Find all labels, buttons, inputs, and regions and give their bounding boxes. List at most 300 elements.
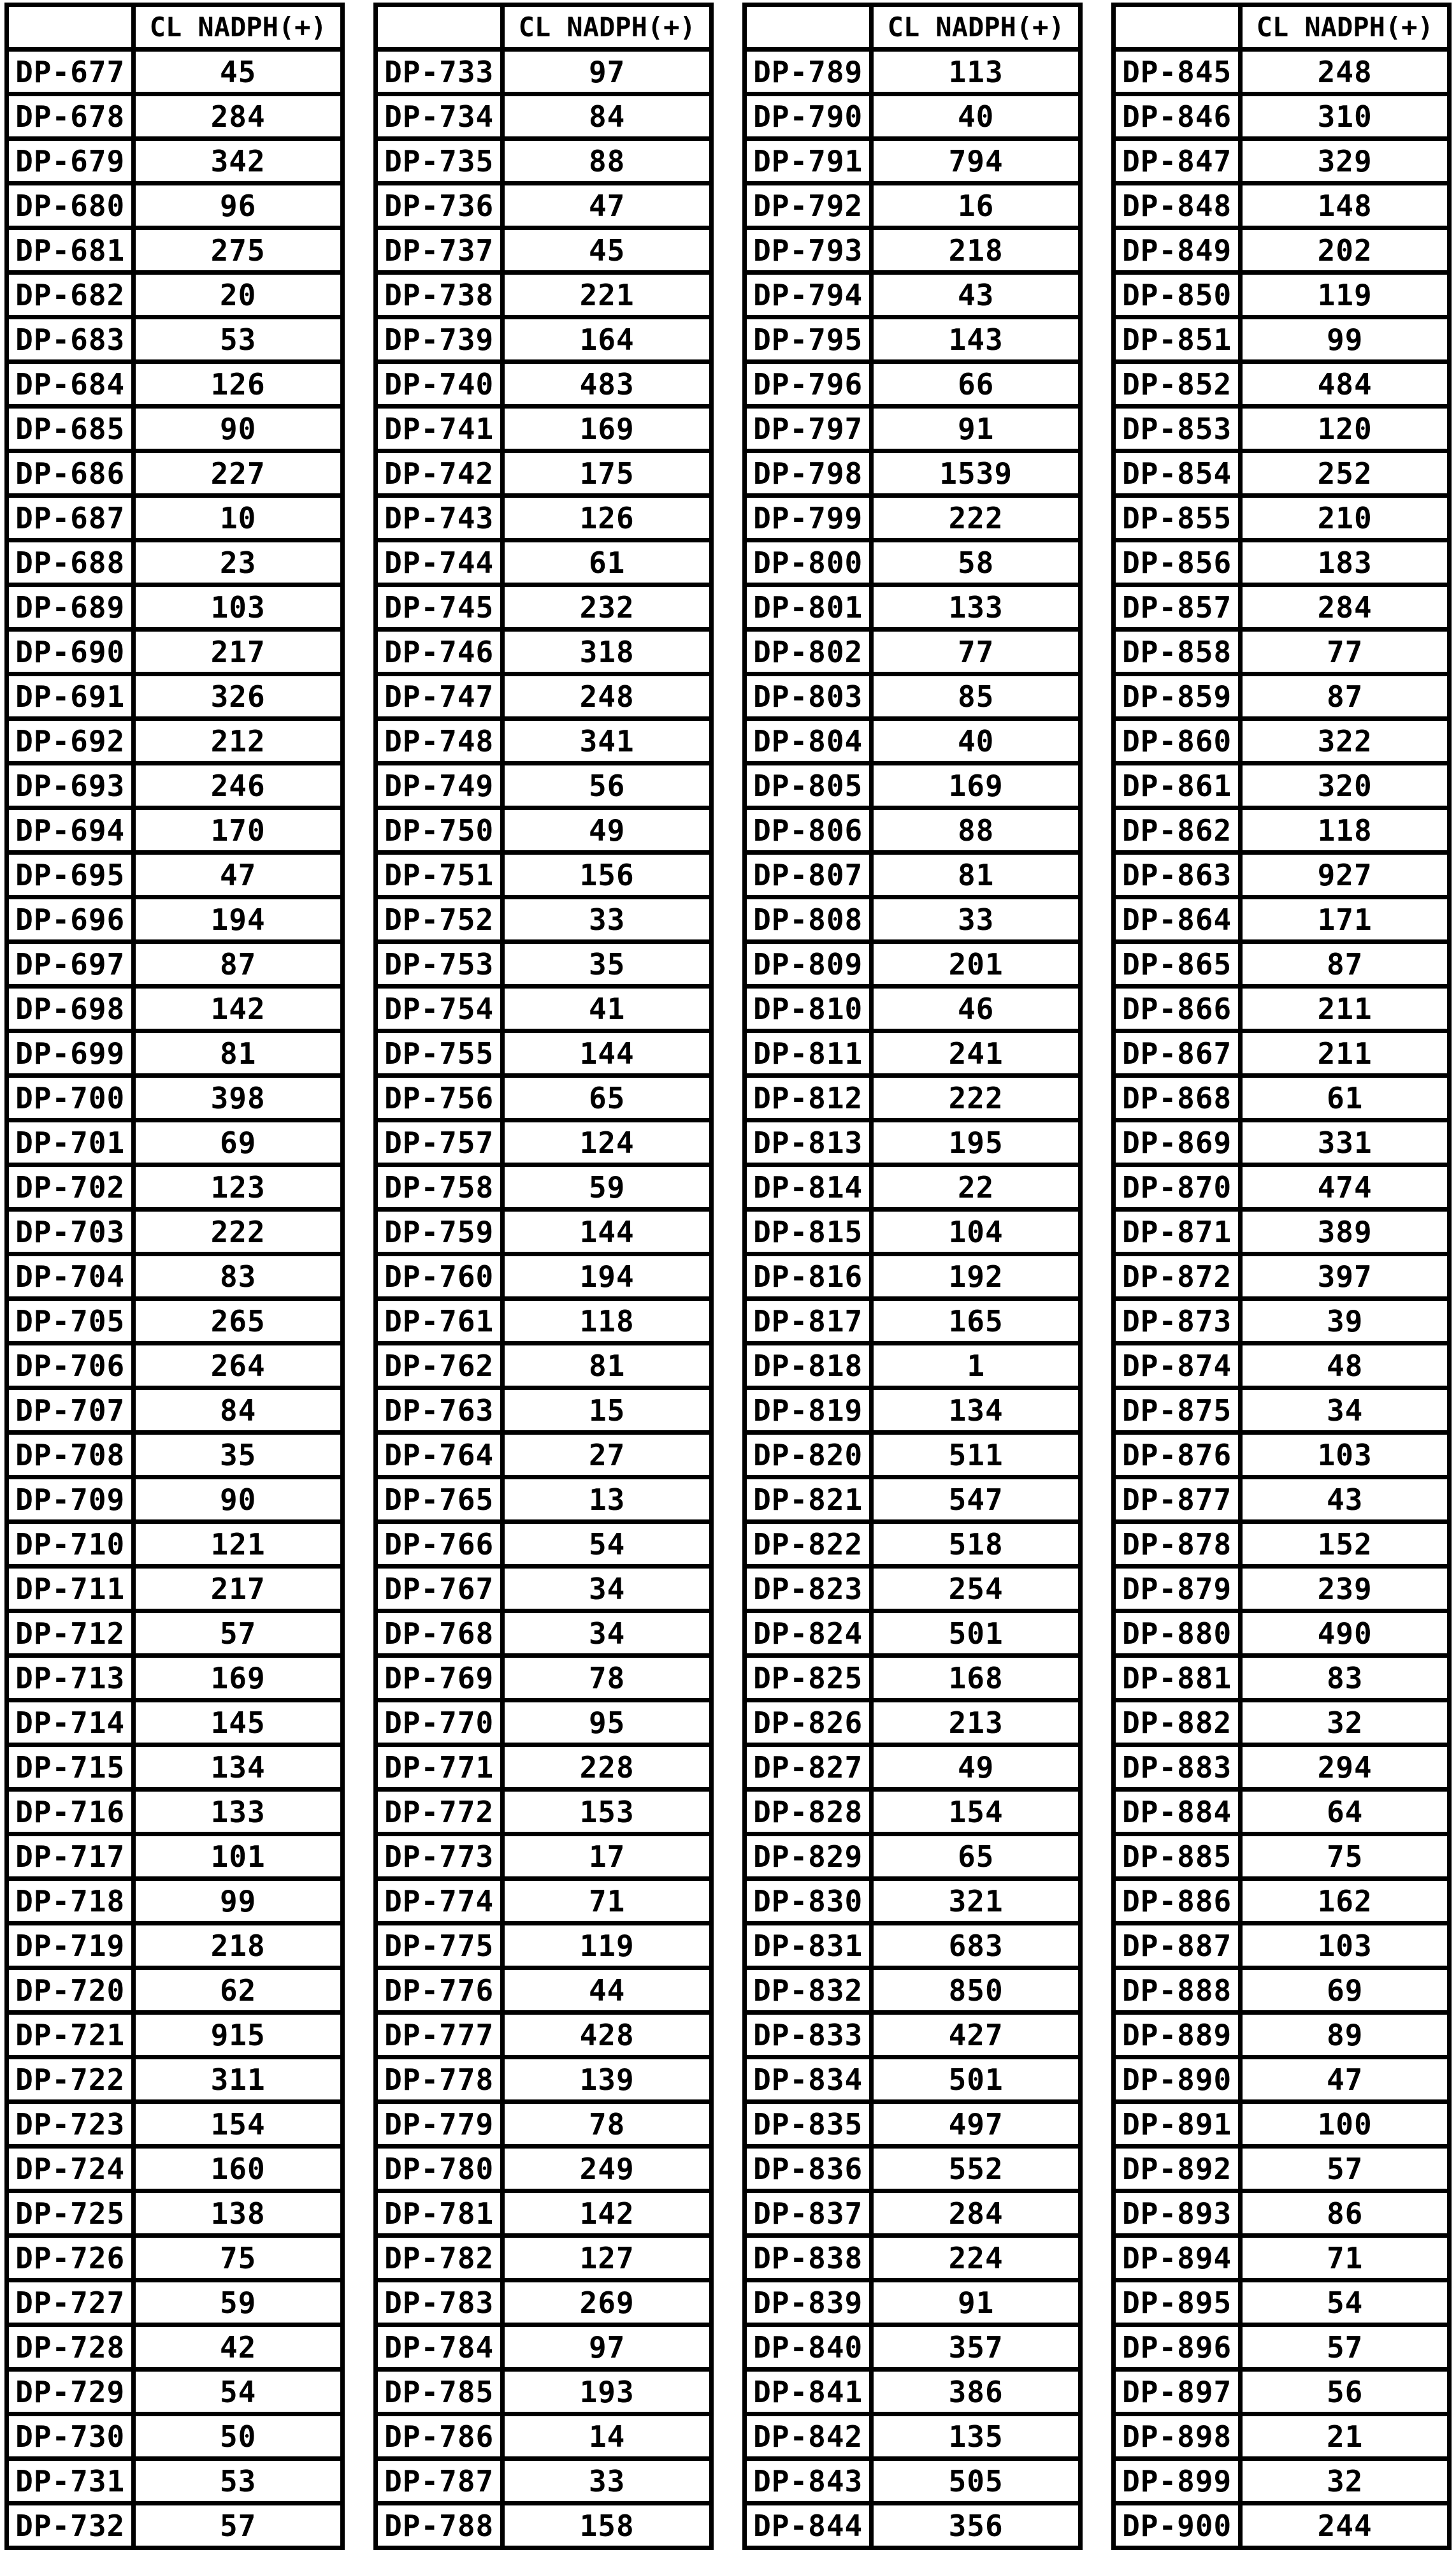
table-row — [376, 1968, 712, 2013]
cl-nadph-value-cell: 275 — [134, 228, 343, 273]
cl-nadph-value-cell: 264 — [134, 1344, 343, 1388]
cl-nadph-value-cell: 794 — [872, 139, 1081, 184]
sample-id-cell: DP-836 — [745, 2147, 872, 2191]
sample-id-cell: DP-786 — [376, 2414, 503, 2459]
table-row — [745, 1031, 1081, 1076]
table-row — [376, 184, 712, 228]
table-row — [745, 630, 1081, 674]
table-row — [745, 1924, 1081, 1968]
cl-nadph-value-cell: 269 — [503, 2280, 712, 2325]
cl-nadph-value-cell: 1539 — [872, 451, 1081, 496]
sample-id-cell: DP-715 — [7, 1745, 134, 1790]
sample-id-cell: DP-705 — [7, 1299, 134, 1344]
sample-id-cell: DP-769 — [376, 1656, 503, 1700]
cl-nadph-value-cell: 194 — [503, 1254, 712, 1299]
cl-nadph-value-cell: 331 — [1241, 1120, 1450, 1165]
cl-nadph-value-cell: 342 — [134, 139, 343, 184]
sample-id-cell: DP-759 — [376, 1210, 503, 1254]
cl-nadph-value-cell: 66 — [872, 362, 1081, 407]
cl-nadph-value-cell: 145 — [134, 1700, 343, 1745]
table-row — [1114, 630, 1450, 674]
sample-id-cell: DP-739 — [376, 317, 503, 362]
sample-id-cell: DP-682 — [7, 273, 134, 317]
cl-nadph-value-cell: 427 — [872, 2013, 1081, 2057]
table-row — [376, 987, 712, 1031]
cl-nadph-value-cell: 135 — [872, 2414, 1081, 2459]
cl-nadph-value-cell: 153 — [503, 1790, 712, 1834]
table-row — [745, 1522, 1081, 1567]
table-row — [1114, 585, 1450, 630]
sample-id-cell: DP-777 — [376, 2013, 503, 2057]
sample-id-cell: DP-681 — [7, 228, 134, 273]
sample-id-cell: DP-721 — [7, 2013, 134, 2057]
table-row — [1114, 451, 1450, 496]
cl-nadph-value-cell: 50 — [134, 2414, 343, 2459]
cl-nadph-value-cell: 33 — [872, 897, 1081, 942]
cl-nadph-value-cell: 75 — [1241, 1834, 1450, 1879]
cl-nadph-value-cell: 224 — [872, 2236, 1081, 2280]
sample-id-cell: DP-752 — [376, 897, 503, 942]
sample-id-cell: DP-778 — [376, 2057, 503, 2102]
cl-nadph-value-cell: 138 — [134, 2191, 343, 2236]
table-row — [1114, 407, 1450, 451]
sample-id-cell: DP-826 — [745, 1700, 872, 1745]
sample-id-cell: DP-680 — [7, 184, 134, 228]
table-row — [1114, 317, 1450, 362]
cl-nadph-value-cell: 252 — [1241, 451, 1450, 496]
table-row — [376, 1522, 712, 1567]
sample-id-cell: DP-731 — [7, 2459, 134, 2504]
sample-id-cell: DP-861 — [1114, 764, 1241, 808]
table-row — [7, 317, 343, 362]
cl-nadph-value-cell: 33 — [503, 897, 712, 942]
cl-nadph-value-cell: 14 — [503, 2414, 712, 2459]
sample-id-cell: DP-698 — [7, 987, 134, 1031]
table-row — [7, 1210, 343, 1254]
cl-nadph-value-cell: 244 — [1241, 2504, 1450, 2548]
table-row — [745, 540, 1081, 585]
table-row — [376, 317, 712, 362]
cl-nadph-value-cell: 552 — [872, 2147, 1081, 2191]
cl-nadph-value-cell: 169 — [134, 1656, 343, 1700]
sample-id-cell: DP-757 — [376, 1120, 503, 1165]
assay-table-4 — [1111, 3, 1452, 2550]
table-row — [376, 942, 712, 987]
cl-nadph-value-cell: 134 — [872, 1388, 1081, 1433]
cl-nadph-value-cell: 21 — [1241, 2414, 1450, 2459]
sample-id-cell: DP-748 — [376, 719, 503, 764]
cl-nadph-value-cell: 62 — [134, 1968, 343, 2013]
table-row — [7, 1299, 343, 1344]
sample-id-cell: DP-678 — [7, 94, 134, 139]
cl-nadph-value-cell: 193 — [503, 2370, 712, 2414]
cl-nadph-value-cell: 103 — [1241, 1433, 1450, 1477]
sample-id-cell: DP-793 — [745, 228, 872, 273]
table-row — [7, 1745, 343, 1790]
sample-id-cell: DP-854 — [1114, 451, 1241, 496]
table-row — [1114, 942, 1450, 987]
cl-nadph-value-cell: 218 — [134, 1924, 343, 1968]
table-row — [376, 2236, 712, 2280]
sample-id-cell: DP-829 — [745, 1834, 872, 1879]
table-row — [376, 1344, 712, 1388]
cl-nadph-value-cell: 320 — [1241, 764, 1450, 808]
sample-id-cell: DP-815 — [745, 1210, 872, 1254]
cl-nadph-value-cell: 81 — [134, 1031, 343, 1076]
table-row — [7, 719, 343, 764]
cl-nadph-value-cell: 23 — [134, 540, 343, 585]
sample-id-cell: DP-695 — [7, 853, 134, 897]
cl-nadph-value-cell: 84 — [503, 94, 712, 139]
sample-id-cell: DP-751 — [376, 853, 503, 897]
sample-id-cell: DP-834 — [745, 2057, 872, 2102]
cl-nadph-value-cell: 119 — [1241, 273, 1450, 317]
table-row — [7, 50, 343, 94]
table-row — [7, 94, 343, 139]
table-row — [1114, 1968, 1450, 2013]
sample-id-cell: DP-797 — [745, 407, 872, 451]
sample-id-cell: DP-775 — [376, 1924, 503, 1968]
cl-nadph-value-cell: 202 — [1241, 228, 1450, 273]
sample-id-cell: DP-868 — [1114, 1076, 1241, 1120]
table-row — [1114, 1700, 1450, 1745]
sample-id-cell: DP-691 — [7, 674, 134, 719]
cl-nadph-value-cell: 126 — [134, 362, 343, 407]
sample-id-cell: DP-761 — [376, 1299, 503, 1344]
sample-id-cell: DP-795 — [745, 317, 872, 362]
table-row — [1114, 987, 1450, 1031]
table-row — [745, 585, 1081, 630]
sample-id-cell: DP-875 — [1114, 1388, 1241, 1433]
sample-id-cell: DP-814 — [745, 1165, 872, 1210]
cl-nadph-value-cell: 64 — [1241, 1790, 1450, 1834]
table-row — [1114, 1299, 1450, 1344]
table-row — [376, 2013, 712, 2057]
sample-id-cell: DP-848 — [1114, 184, 1241, 228]
table-row — [376, 1210, 712, 1254]
cl-nadph-value-cell: 54 — [503, 1522, 712, 1567]
sample-id-cell: DP-764 — [376, 1433, 503, 1477]
cl-nadph-value-cell: 118 — [1241, 808, 1450, 853]
table-row — [745, 139, 1081, 184]
table-row — [7, 2013, 343, 2057]
sample-id-cell: DP-744 — [376, 540, 503, 585]
sample-id-cell: DP-737 — [376, 228, 503, 273]
table-row — [745, 1299, 1081, 1344]
sample-id-cell: DP-887 — [1114, 1924, 1241, 1968]
table-row — [376, 1299, 712, 1344]
table-row — [376, 1477, 712, 1522]
table-row — [1114, 764, 1450, 808]
table-row — [7, 2414, 343, 2459]
cl-nadph-value-cell: 490 — [1241, 1611, 1450, 1656]
sample-id-cell: DP-699 — [7, 1031, 134, 1076]
assay-table-3 — [742, 3, 1083, 2550]
cl-nadph-value-cell: 54 — [134, 2370, 343, 2414]
cl-nadph-value-cell: 294 — [1241, 1745, 1450, 1790]
sample-id-cell: DP-693 — [7, 764, 134, 808]
table-row — [7, 942, 343, 987]
cl-nadph-value-cell: 249 — [503, 2147, 712, 2191]
cl-nadph-value-cell: 123 — [134, 1165, 343, 1210]
sample-id-cell: DP-886 — [1114, 1879, 1241, 1924]
empty-corner-cell — [1114, 5, 1241, 50]
table-row — [745, 1700, 1081, 1745]
table-row — [1114, 2280, 1450, 2325]
cl-nadph-value-cell: 248 — [1241, 50, 1450, 94]
cl-nadph-value-cell: 248 — [503, 674, 712, 719]
cl-nadph-value-cell: 318 — [503, 630, 712, 674]
sample-id-cell: DP-863 — [1114, 853, 1241, 897]
cl-nadph-value-cell: 90 — [134, 407, 343, 451]
empty-corner-cell — [745, 5, 872, 50]
header-row — [376, 5, 712, 50]
table-row — [745, 451, 1081, 496]
sample-id-cell: DP-745 — [376, 585, 503, 630]
cl-nadph-value-cell: 99 — [1241, 317, 1450, 362]
table-row — [1114, 2459, 1450, 2504]
sample-id-cell: DP-711 — [7, 1567, 134, 1611]
cl-nadph-value-cell: 27 — [503, 1433, 712, 1477]
table-row — [745, 496, 1081, 540]
sample-id-cell: DP-772 — [376, 1790, 503, 1834]
table-row — [1114, 362, 1450, 407]
sample-id-cell: DP-880 — [1114, 1611, 1241, 1656]
table-row — [376, 1567, 712, 1611]
sample-id-cell: DP-773 — [376, 1834, 503, 1879]
sample-id-cell: DP-839 — [745, 2280, 872, 2325]
sample-id-cell: DP-843 — [745, 2459, 872, 2504]
sample-id-cell: DP-785 — [376, 2370, 503, 2414]
sample-id-cell: DP-810 — [745, 987, 872, 1031]
sample-id-cell: DP-683 — [7, 317, 134, 362]
cl-nadph-value-cell: 71 — [1241, 2236, 1450, 2280]
cl-nadph-value-cell: 77 — [1241, 630, 1450, 674]
sample-id-cell: DP-849 — [1114, 228, 1241, 273]
table-row — [376, 719, 712, 764]
cl-nadph-value-cell: 927 — [1241, 853, 1450, 897]
table-row — [7, 2236, 343, 2280]
table-row — [745, 184, 1081, 228]
table-row — [7, 853, 343, 897]
cl-nadph-value-cell: 547 — [872, 1477, 1081, 1522]
sample-id-cell: DP-726 — [7, 2236, 134, 2280]
sample-id-cell: DP-794 — [745, 273, 872, 317]
table-row — [7, 1968, 343, 2013]
sample-id-cell: DP-801 — [745, 585, 872, 630]
cl-nadph-value-cell: 47 — [134, 853, 343, 897]
sample-id-cell: DP-703 — [7, 1210, 134, 1254]
sample-id-cell: DP-857 — [1114, 585, 1241, 630]
cl-nadph-value-cell: 48 — [1241, 1344, 1450, 1388]
sample-id-cell: DP-840 — [745, 2325, 872, 2370]
cl-nadph-value-cell: 10 — [134, 496, 343, 540]
sample-id-cell: DP-811 — [745, 1031, 872, 1076]
cl-nadph-value-cell: 34 — [503, 1611, 712, 1656]
sample-id-cell: DP-700 — [7, 1076, 134, 1120]
sample-id-cell: DP-833 — [745, 2013, 872, 2057]
sample-id-cell: DP-790 — [745, 94, 872, 139]
sample-id-cell: DP-802 — [745, 630, 872, 674]
table-row — [7, 1924, 343, 1968]
table-row — [376, 2191, 712, 2236]
table-row — [7, 1433, 343, 1477]
table-row — [1114, 1745, 1450, 1790]
table-row — [745, 942, 1081, 987]
sample-id-cell: DP-776 — [376, 1968, 503, 2013]
table-row — [376, 1433, 712, 1477]
cl-nadph-value-cell: 158 — [503, 2504, 712, 2548]
sample-id-cell: DP-828 — [745, 1790, 872, 1834]
sample-id-cell: DP-792 — [745, 184, 872, 228]
empty-corner-cell — [7, 5, 134, 50]
cl-nadph-value-cell: 228 — [503, 1745, 712, 1790]
cl-nadph-column-header: CL NADPH(+) — [134, 5, 343, 50]
cl-nadph-value-cell: 212 — [134, 719, 343, 764]
table-row — [745, 1834, 1081, 1879]
cl-nadph-value-cell: 45 — [134, 50, 343, 94]
table-row — [1114, 1165, 1450, 1210]
table-row — [745, 1254, 1081, 1299]
sample-id-cell: DP-770 — [376, 1700, 503, 1745]
sample-id-cell: DP-686 — [7, 451, 134, 496]
table-row — [745, 1477, 1081, 1522]
cl-nadph-value-cell: 329 — [1241, 139, 1450, 184]
cl-nadph-value-cell: 39 — [1241, 1299, 1450, 1344]
sample-id-cell: DP-717 — [7, 1834, 134, 1879]
cl-nadph-value-cell: 160 — [134, 2147, 343, 2191]
sample-id-cell: DP-867 — [1114, 1031, 1241, 1076]
cl-nadph-value-cell: 357 — [872, 2325, 1081, 2370]
cl-nadph-value-cell: 133 — [872, 585, 1081, 630]
cl-nadph-value-cell: 113 — [872, 50, 1081, 94]
empty-corner-cell — [376, 5, 503, 50]
table-row — [376, 1834, 712, 1879]
table-row — [1114, 719, 1450, 764]
cl-nadph-value-cell: 284 — [1241, 585, 1450, 630]
sample-id-cell: DP-825 — [745, 1656, 872, 1700]
cl-nadph-value-cell: 126 — [503, 496, 712, 540]
cl-nadph-value-cell: 103 — [134, 585, 343, 630]
cl-nadph-value-cell: 95 — [503, 1700, 712, 1745]
cl-nadph-value-cell: 284 — [872, 2191, 1081, 2236]
cl-nadph-value-cell: 32 — [1241, 1700, 1450, 1745]
cl-nadph-value-cell: 142 — [503, 2191, 712, 2236]
cl-nadph-value-cell: 165 — [872, 1299, 1081, 1344]
sample-id-cell: DP-722 — [7, 2057, 134, 2102]
cl-nadph-value-cell: 104 — [872, 1210, 1081, 1254]
cl-nadph-value-cell: 90 — [134, 1477, 343, 1522]
cl-nadph-value-cell: 45 — [503, 228, 712, 273]
table-row — [1114, 1611, 1450, 1656]
sample-id-cell: DP-850 — [1114, 273, 1241, 317]
cl-nadph-value-cell: 41 — [503, 987, 712, 1031]
cl-nadph-value-cell: 84 — [134, 1388, 343, 1433]
cl-nadph-value-cell: 143 — [872, 317, 1081, 362]
table-row — [745, 407, 1081, 451]
sample-id-cell: DP-806 — [745, 808, 872, 853]
table-row — [745, 273, 1081, 317]
table-row — [376, 1165, 712, 1210]
table-row — [7, 1834, 343, 1879]
sample-id-cell: DP-884 — [1114, 1790, 1241, 1834]
sample-id-cell: DP-838 — [745, 2236, 872, 2280]
sample-id-cell: DP-733 — [376, 50, 503, 94]
sample-id-cell: DP-714 — [7, 1700, 134, 1745]
sample-id-cell: DP-712 — [7, 1611, 134, 1656]
table-row — [376, 1031, 712, 1076]
cl-nadph-value-cell: 386 — [872, 2370, 1081, 2414]
table-row — [7, 139, 343, 184]
cl-nadph-value-cell: 192 — [872, 1254, 1081, 1299]
sample-id-cell: DP-872 — [1114, 1254, 1241, 1299]
table-row — [1114, 2102, 1450, 2147]
table-row — [1114, 1879, 1450, 1924]
sample-id-cell: DP-799 — [745, 496, 872, 540]
sample-id-cell: DP-869 — [1114, 1120, 1241, 1165]
sample-id-cell: DP-832 — [745, 1968, 872, 2013]
table-row — [376, 228, 712, 273]
table-row — [1114, 139, 1450, 184]
table-row — [1114, 2013, 1450, 2057]
table-row — [7, 451, 343, 496]
sample-id-cell: DP-817 — [745, 1299, 872, 1344]
table-row — [376, 853, 712, 897]
table-row — [1114, 1433, 1450, 1477]
sample-id-cell: DP-687 — [7, 496, 134, 540]
sample-id-cell: DP-898 — [1114, 2414, 1241, 2459]
sample-id-cell: DP-791 — [745, 139, 872, 184]
cl-nadph-value-cell: 69 — [1241, 1968, 1450, 2013]
sample-id-cell: DP-720 — [7, 1968, 134, 2013]
table-row — [7, 1522, 343, 1567]
table-row — [7, 1388, 343, 1433]
sample-id-cell: DP-732 — [7, 2504, 134, 2548]
table-row — [745, 1120, 1081, 1165]
cl-nadph-value-cell: 35 — [134, 1433, 343, 1477]
table-row — [1114, 1477, 1450, 1522]
table-row — [7, 764, 343, 808]
cl-nadph-value-cell: 81 — [872, 853, 1081, 897]
table-row — [745, 1968, 1081, 2013]
cl-nadph-value-cell: 87 — [1241, 942, 1450, 987]
sample-id-cell: DP-738 — [376, 273, 503, 317]
cl-nadph-value-cell: 222 — [872, 496, 1081, 540]
table-row — [376, 808, 712, 853]
sample-id-cell: DP-865 — [1114, 942, 1241, 987]
table-row — [745, 1165, 1081, 1210]
sample-id-cell: DP-837 — [745, 2191, 872, 2236]
table-row — [745, 2504, 1081, 2548]
table-row — [376, 1745, 712, 1790]
table-row — [376, 674, 712, 719]
sample-id-cell: DP-788 — [376, 2504, 503, 2548]
table-row — [1114, 674, 1450, 719]
cl-nadph-value-cell: 61 — [1241, 1076, 1450, 1120]
sample-id-cell: DP-735 — [376, 139, 503, 184]
table-row — [1114, 1254, 1450, 1299]
cl-nadph-value-cell: 83 — [1241, 1656, 1450, 1700]
table-row — [7, 2191, 343, 2236]
table-row — [745, 1076, 1081, 1120]
cl-nadph-value-cell: 20 — [134, 273, 343, 317]
cl-nadph-value-cell: 265 — [134, 1299, 343, 1344]
cl-nadph-value-cell: 96 — [134, 184, 343, 228]
assay-table-1 — [4, 3, 345, 2550]
cl-nadph-value-cell: 850 — [872, 1968, 1081, 2013]
sample-id-cell: DP-821 — [745, 1477, 872, 1522]
cl-nadph-value-cell: 505 — [872, 2459, 1081, 2504]
